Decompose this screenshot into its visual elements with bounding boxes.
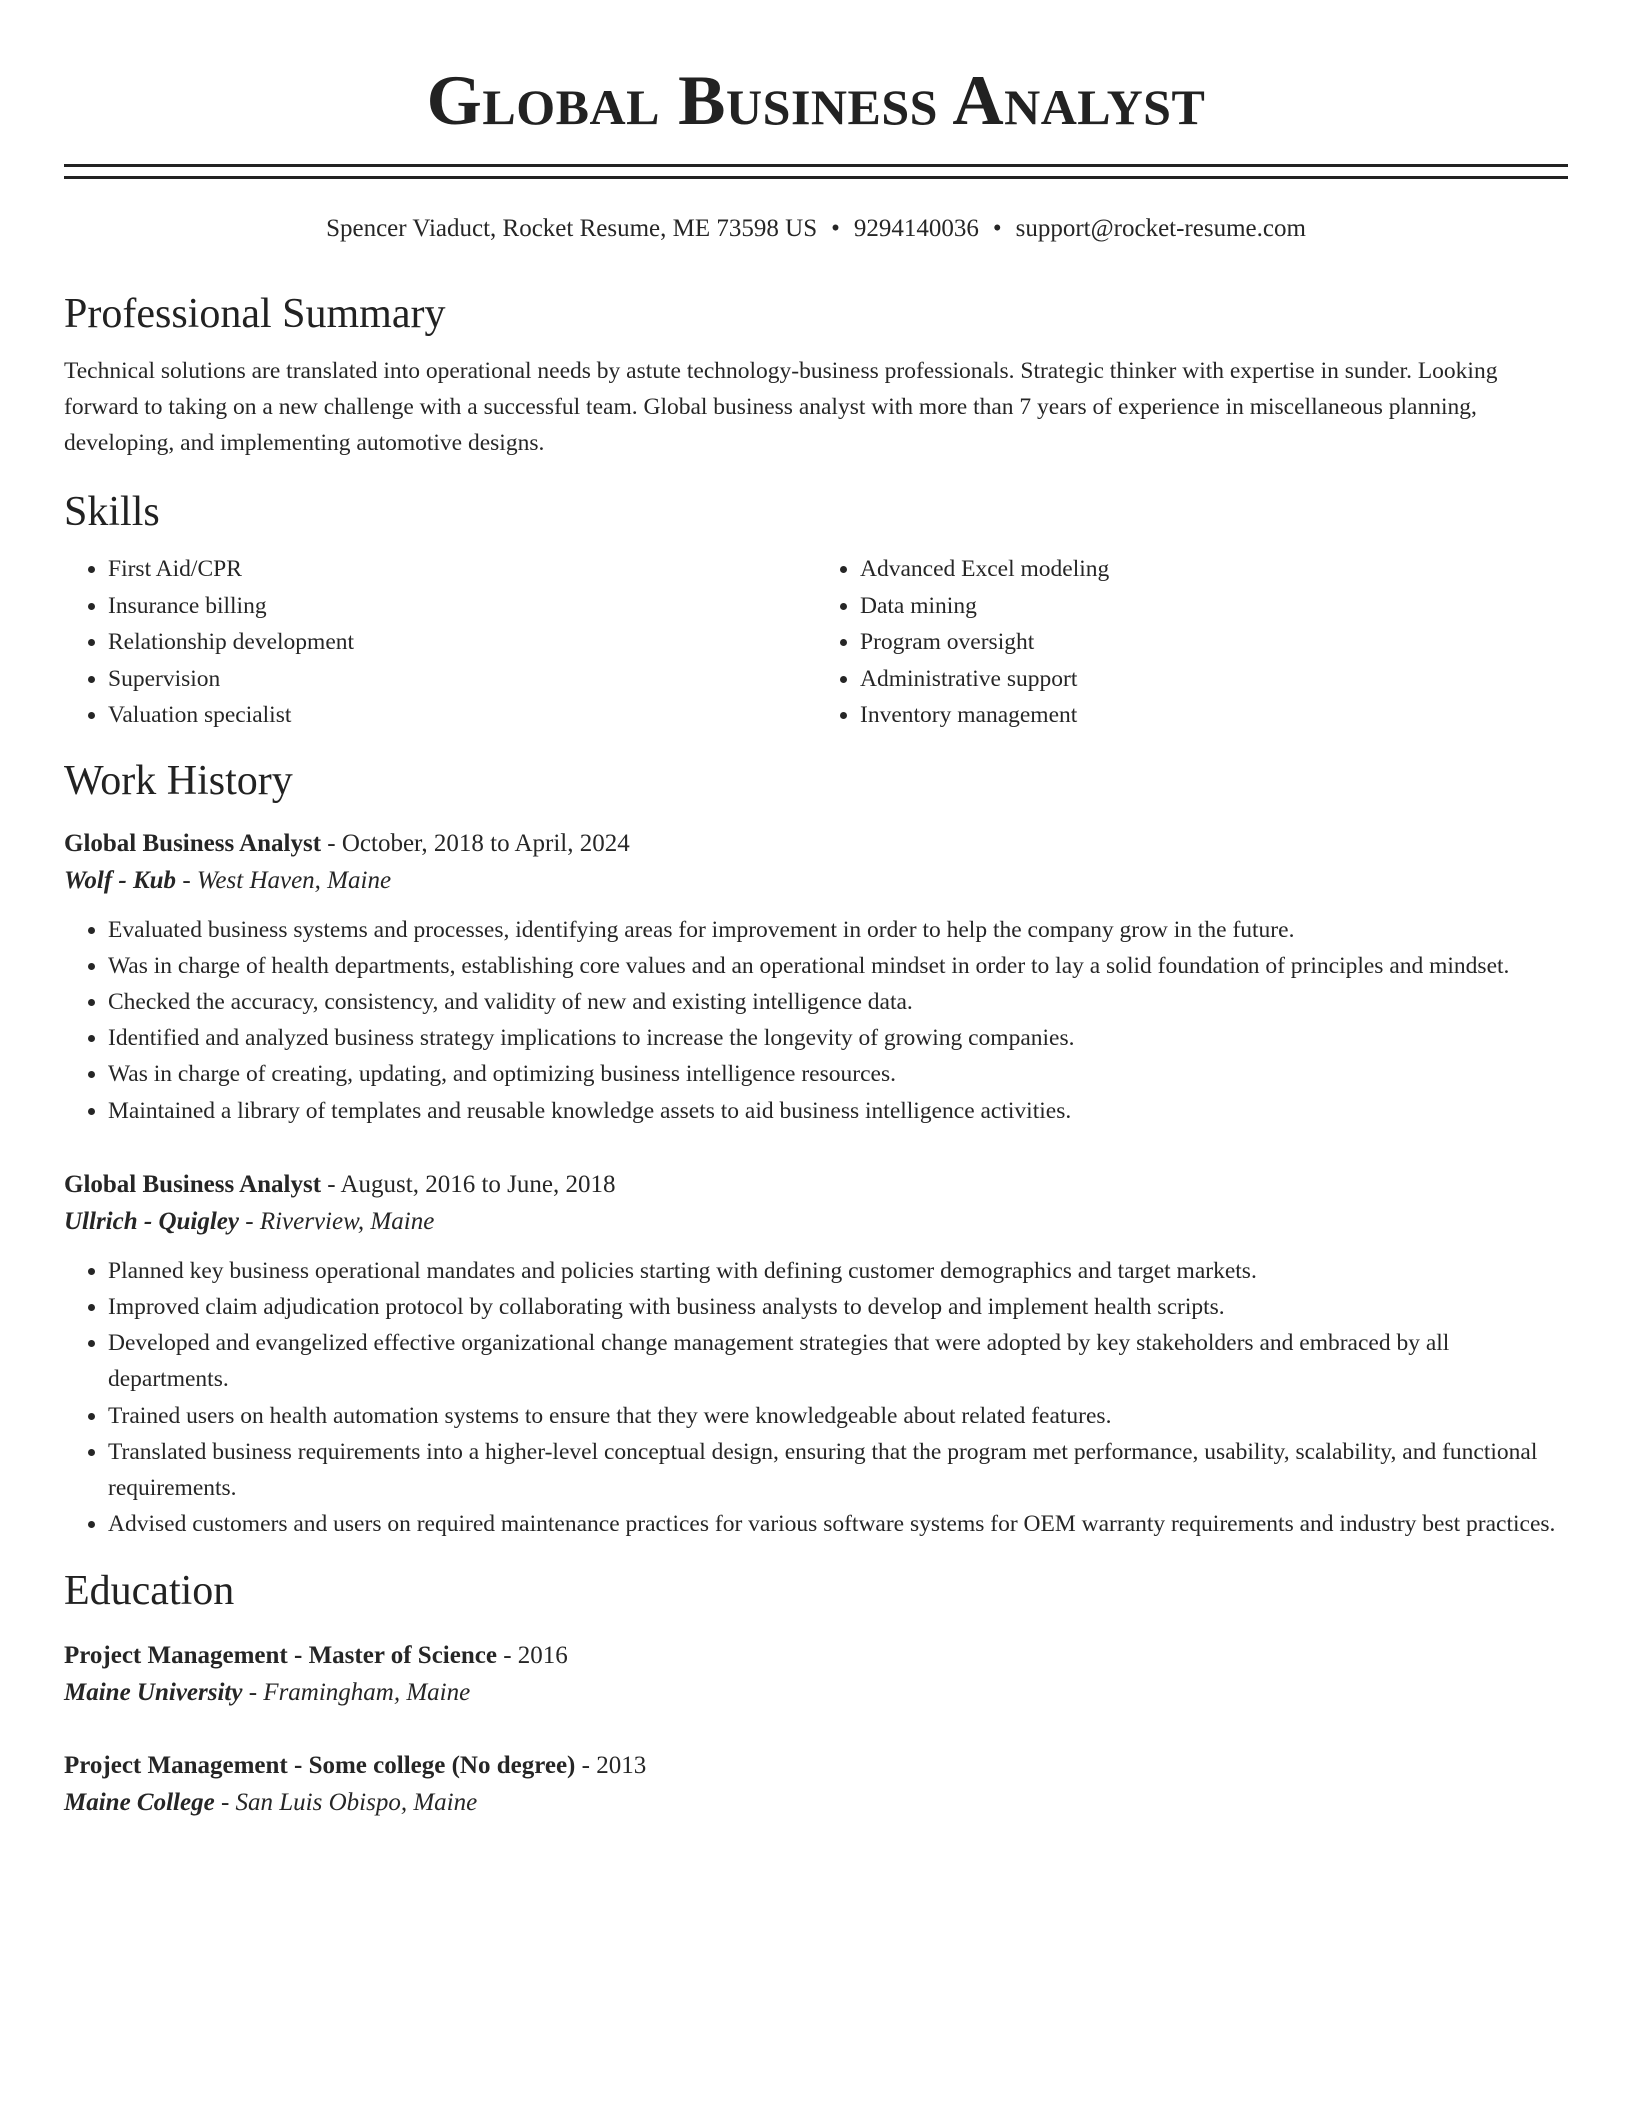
education-year: - 2013: [575, 1752, 647, 1780]
skills-grid: [64, 551, 1568, 734]
contact-address: Spencer Viaduct, Rocket Resume, ME 73598 US: [326, 215, 818, 242]
contact-separator: •: [992, 215, 1002, 242]
summary-text: Technical solutions are translated into operational needs by astute technology-business professionals. Strategic thinker with expertise in sunder. Looking forward to taking on a new challenge with a successful team. Global business analyst with more than 7 years of experience in miscellaneous planning, developing, and implementing automotive designs.: [64, 358, 1498, 456]
job-bullet: • Was in charge of creating, updating, and optimizing business intelligence resources.: [108, 1056, 1568, 1092]
education-school: Maine University: [64, 1679, 243, 1707]
skill-item: • Relationship development: [108, 624, 816, 661]
job-bullet: • Improved claim adjudication protocol by collaborating with business analysts to develop and implement health scripts.: [108, 1289, 1568, 1325]
education-school: Maine College: [64, 1789, 215, 1817]
education-school-line: [64, 1784, 1568, 1822]
education-school-line: [64, 1674, 1568, 1712]
job-bullet: • Checked the accuracy, consistency, and validity of new and existing intelligence data.: [108, 984, 1568, 1020]
job-bullet: • Developed and evangelized effective organizational change management strategies that were adopted by key stakeholders and embraced by all departments.: [108, 1325, 1568, 1397]
job-entry: [64, 826, 1568, 1129]
job-company: Wolf - Kub: [64, 866, 177, 894]
resume-name: Global Business Analyst: [426, 62, 1206, 140]
contact-line: [64, 213, 1568, 245]
job-header: [64, 1167, 1568, 1203]
work-history-heading: Work History: [64, 757, 293, 804]
skill-item: • Valuation specialist: [108, 697, 816, 734]
education-location: - San Luis Obispo, Maine: [214, 1789, 478, 1817]
job-bullet: • Planned key business operational mandates and policies starting with defining customer demographics and target markets.: [108, 1253, 1568, 1289]
job-bullet: • Was in charge of health departments, establishing core values and an operational mindset in order to lay a solid foundation of principles and mindset.: [108, 948, 1568, 984]
education-location: - Framingham, Maine: [242, 1679, 471, 1707]
skills-heading: Skills: [64, 489, 160, 535]
job-company-line: [64, 1203, 1568, 1241]
job-entry: [64, 1167, 1568, 1543]
education-heading: Education: [64, 1568, 235, 1615]
job-bullet: • Evaluated business systems and processes, identifying areas for improvement in order to help the company grow in the future.: [108, 912, 1568, 948]
header-double-rule: [64, 164, 1568, 179]
job-title: Global Business Analyst: [64, 1170, 322, 1198]
job-location: - West Haven, Maine: [176, 866, 392, 894]
skill-item: • Administrative support: [860, 661, 1568, 698]
skills-column-right: [816, 551, 1568, 734]
job-company: Ullrich - Quigley: [64, 1207, 239, 1235]
job-header: [64, 826, 1568, 862]
contact-email: support@rocket-resume.com: [1015, 215, 1306, 242]
skill-item: • Insurance billing: [108, 588, 816, 625]
job-bullet: • Maintained a library of templates and reusable knowledge assets to aid business intelligence activities.: [108, 1093, 1568, 1129]
job-dates: - August, 2016 to June, 2018: [321, 1170, 616, 1198]
skill-item: • First Aid/CPR: [108, 551, 816, 588]
job-bullet: • Translated business requirements into a higher-level conceptual design, ensuring that the program met performance, usability, scalability, and functional requirements.: [108, 1434, 1568, 1506]
job-location: - Riverview, Maine: [239, 1207, 435, 1235]
job-company-line: [64, 862, 1568, 900]
job-title: Global Business Analyst: [64, 829, 322, 857]
skill-item: • Program oversight: [860, 624, 1568, 661]
education-header: [64, 1638, 1568, 1674]
contact-phone: 9294140036: [853, 215, 979, 242]
job-bullets: [64, 1253, 1568, 1543]
job-bullet: • Trained users on health automation systems to ensure that they were knowledgeable about related features.: [108, 1398, 1568, 1434]
education-year: - 2016: [496, 1642, 568, 1670]
job-bullet: • Identified and analyzed business strategy implications to increase the longevity of growing companies.: [108, 1020, 1568, 1056]
skill-item: • Supervision: [108, 661, 816, 698]
skill-item: • Inventory management: [860, 697, 1568, 734]
summary-heading: Professional Summary: [64, 291, 446, 337]
job-bullet: • Advised customers and users on required maintenance practices for various software systems for OEM warranty requirements and industry best practices.: [108, 1506, 1568, 1542]
education-degree: Project Management - Some college (No degree): [64, 1752, 576, 1780]
skill-item: • Advanced Excel modeling: [860, 551, 1568, 588]
contact-separator: •: [831, 215, 840, 242]
education-entry: [64, 1748, 1568, 1822]
skills-column-left: [64, 551, 816, 734]
job-bullets: [64, 912, 1568, 1129]
education-degree: Project Management - Master of Science: [64, 1642, 497, 1670]
job-dates: - October, 2018 to April, 2024: [321, 829, 630, 857]
education-header: [64, 1748, 1568, 1784]
skill-item: • Data mining: [860, 588, 1568, 625]
education-entry: [64, 1638, 1568, 1712]
